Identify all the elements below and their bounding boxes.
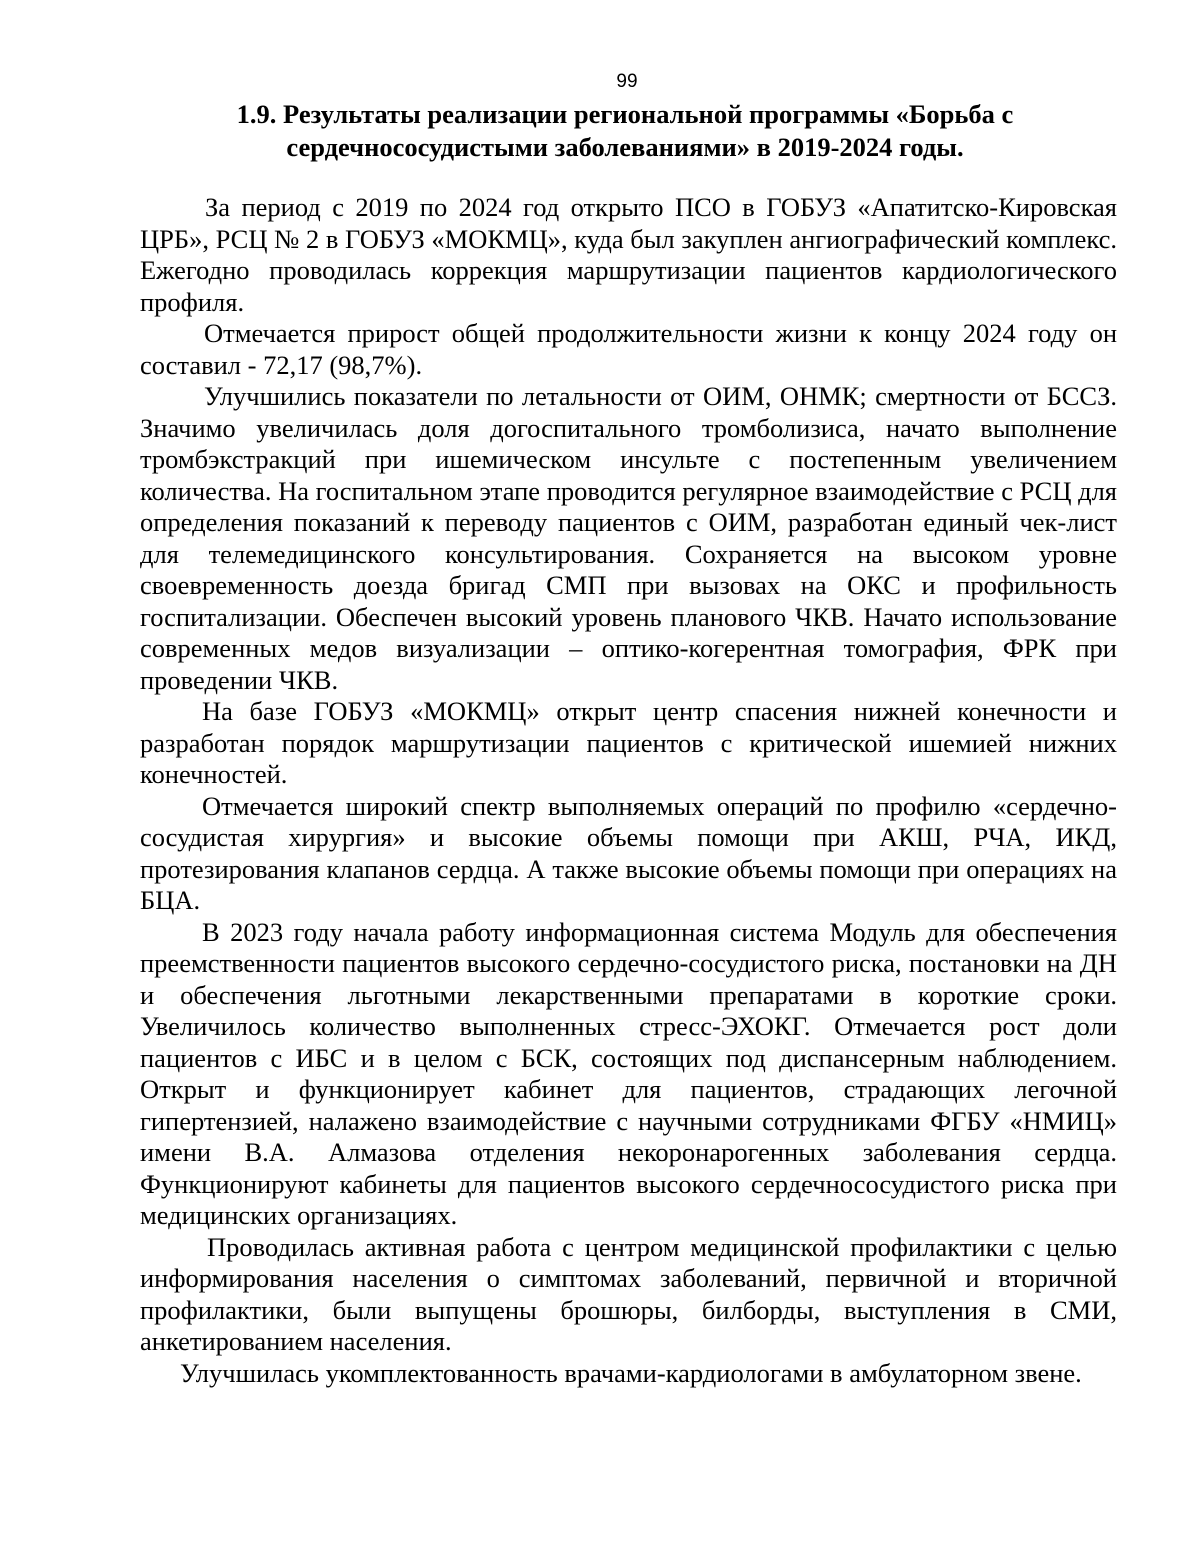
- paragraph-pso-rsc-opening: За период с 2019 по 2024 год открыто ПСО в ГОБУЗ «Апатитско-Кировская ЦРБ», РСЦ № 2 в ГОБУЗ «МОКМЦ», куда был закуплен ангиографический комплекс. Ежегодно проводилась коррекция маршрутизации пациентов кардиологического профиля.: [140, 192, 1117, 317]
- paragraph-limb-salvage-center: На базе ГОБУЗ «МОКМЦ» открыт центр спасения нижней конечности и разработан порядок маршрутизации пациентов с критической ишемией нижних конечностей.: [140, 696, 1117, 789]
- page-number: 99: [616, 71, 638, 92]
- paragraph-cardiac-surgery: Отмечается широкий спектр выполняемых операций по профилю «сердечно-сосудистая хирургия» и высокие объемы помощи при АКШ, РЧА, ИКД, протезирования клапанов сердца. А также высокие объемы помощи при операциях на БЦА.: [140, 790, 1117, 915]
- paragraph-life-expectancy: Отмечается прирост общей продолжительности жизни к концу 2024 году он составил - 72,17 (98,7%).: [140, 318, 1117, 380]
- document-body: [140, 192, 1117, 1389]
- paragraph-cardiologist-staffing: Улучшилась укомплектованность врачами-кардиологами в амбулаторном звене.: [180, 1357, 1082, 1388]
- paragraph-prevention-work: Проводилась активная работа с центром медицинской профилактики с целью информирования населения о симптомах заболеваний, первичной и вторичной профилактики, были выпущены брошюры, билборды, выступления в СМИ, анкетированием населения.: [140, 1231, 1117, 1356]
- paragraph-information-system: В 2023 году начала работу информационная система Модуль для обеспечения преемственности пациентов высокого сердечно-сосудистого риска, постановки на ДН и обеспечения льготными лекарственными препаратами в короткие сроки. Увеличилось количество выполненных стресс-ЭХОКГ. Отмечается рост доли пациентов с ИБС и в целом с БСК, состоящих под диспансерным наблюдением. Открыт и функционирует кабинет для пациентов, страдающих легочной гипертензией, налажено взаимодействие с научными сотрудниками ФГБУ «НМИЦ» имени В.А. Алмазова отделения некоронарогенных заболевания сердца. Функционируют кабинеты для пациентов высокого сердечнососудистого риска при медицинских организациях.: [140, 916, 1117, 1230]
- section-title: 1.9. Результаты реализации региональной программы «Борьба с сердечнососудистыми заболеваниями» в 2019-2024 годы.: [236, 99, 1014, 162]
- paragraph-mortality-indicators: Улучшились показатели по летальности от ОИМ, ОНМК; смертности от БССЗ. Значимо увеличилась доля догоспитального тромболизиса, начато выполнение тромбэкстракций при ишемическом инсульте с постепенным увеличением количества. На госпитальном этапе проводится регулярное взаимодействие с РСЦ для определения показаний к переводу пациентов с ОИМ, разработан единый чек-лист для телемедицинского консультирования. Сохраняется на высоком уровне своевременность доезда бригад СМП при вызовах на ОКС и профильность госпитализации. Обеспечен высокий уровень планового ЧКВ. Начато использование современных медов визуализации – оптико-когерентная томография, ФРК при проведении ЧКВ.: [140, 381, 1117, 695]
